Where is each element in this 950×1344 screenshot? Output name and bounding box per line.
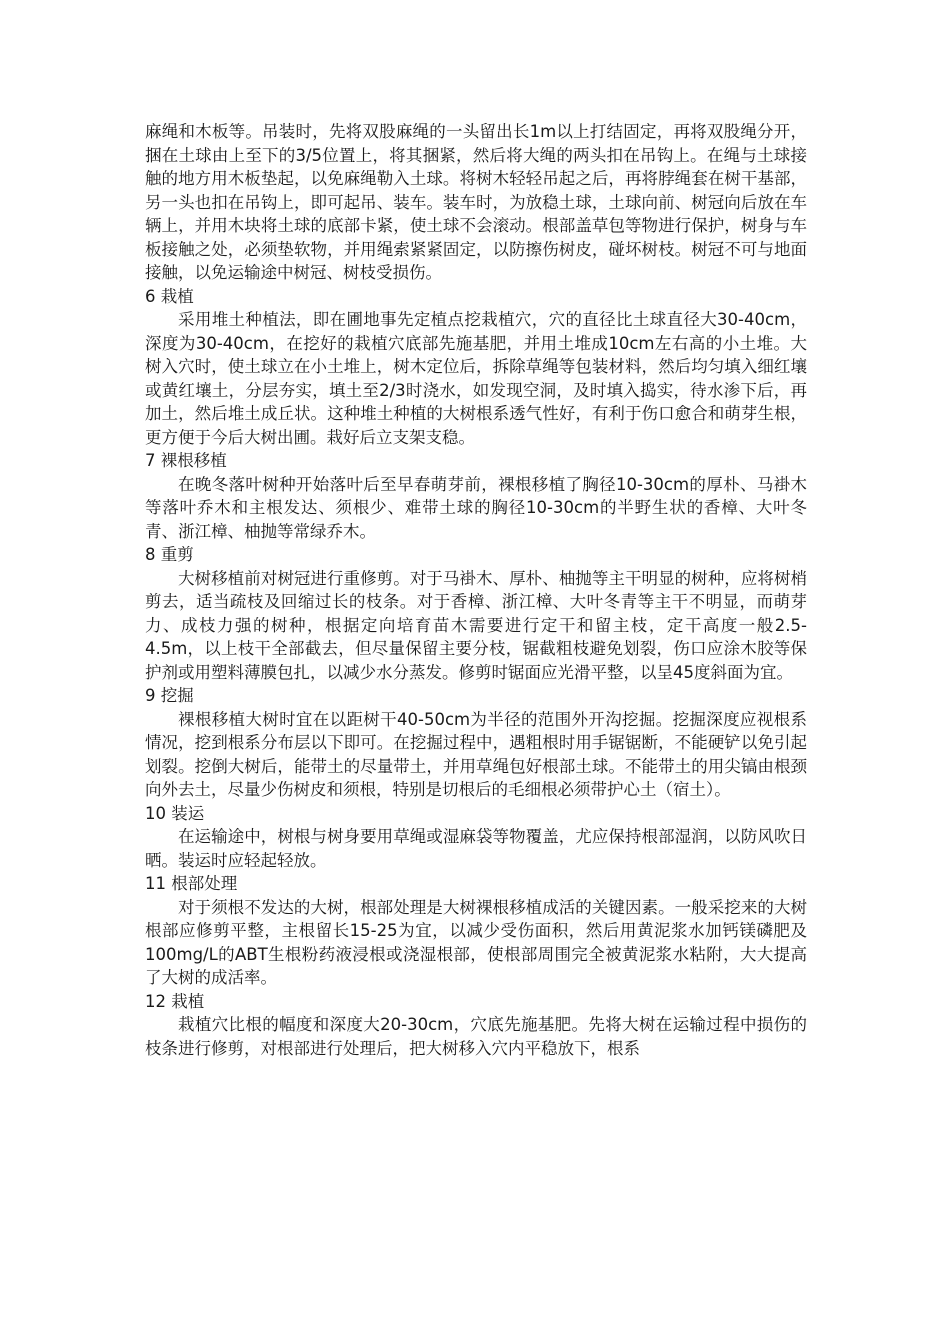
- section-body-8: 大树移植前对树冠进行重修剪。对于马褂木、厚朴、柚抛等主干明显的树种，应将树梢剪去，适当疏枝及回缩过长的枝条。对于香樟、浙江樟、大叶冬青等主干不明显，而萌芽力、成枝力强的树种，根据定向培育苗木需要进行定干和留主枝，定干高度一般2.5-4.5m，以上枝干全部截去，但尽量保留主要分枝，锯截粗枝避免划裂，伤口应涂木胶等保护剂或用塑料薄膜包扎，以减少水分蒸发。修剪时锯面应光滑平整，以呈45度斜面为宜。: [145, 568, 807, 682]
- section-heading-9: 9 挖掘: [145, 686, 194, 705]
- section-heading-12: 12 栽植: [145, 991, 205, 1011]
- section-body-11: 对于须根不发达的大树，根部处理是大树裸根移植成活的关键因素。一般采挖来的大树根部应修剪平整，主根留长15-25为宜，以减少受伤面积，然后用黄泥浆水加钙镁磷肥及100mg/L的ABT生根粉药液浸根或浇湿根部，使根部周围完全被黄泥浆水粘附，大大提高了大树的成活率。: [145, 897, 807, 987]
- intro-paragraph: 麻绳和木板等。吊装时，先将双股麻绳的一头留出长1m以上打结固定，再将双股绳分开，捆在土球由上至下的3/5位置上，将其捆紧，然后将大绳的两头扣在吊钩上。在绳与土球接触的地方用木板垫起，以免麻绳勒入土球。将树木轻轻吊起之后，再将脖绳套在树干基部，另一头也扣在吊钩上，即可起吊、装车。装车时，为放稳土球，土球向前、树冠向后放在车辆上，并用木块将土球的底部卡紧，使土球不会滚动。根部盖草包等物进行保护，树身与车板接触之处，必须垫软物，并用绳索紧紧固定，以防擦伤树皮，碰坏树枝。树冠不可与地面接触，以免运输途中树冠、树枝受损伤。: [145, 122, 807, 282]
- section-body-7: 在晚冬落叶树种开始落叶后至早春萌芽前，裸根移植了胸径10-30cm的厚朴、马褂木等落叶乔木和主根发达、须根少、难带土球的胸径10-30cm的半野生状的香樟、大叶冬青、浙江樟、柚抛等常绿乔木。: [145, 474, 807, 541]
- section-heading-6: 6 栽植: [145, 286, 194, 306]
- section-heading-8: 8 重剪: [145, 545, 194, 564]
- section-body-10: 在运输途中，树根与树身要用草绳或湿麻袋等物覆盖，尤应保持根部湿润，以防风吹日晒。装运时应轻起轻放。: [145, 827, 807, 870]
- section-heading-7: 7 裸根移植: [145, 451, 227, 470]
- document-body: [145, 120, 807, 1060]
- section-body-9: 裸根移植大树时宜在以距树干40-50cm为半径的范围外开沟挖掘。挖掘深度应视根系情况，挖到根系分布层以下即可。在挖掘过程中，遇粗根时用手锯锯断，不能硬铲以免引起划裂。挖倒大树后，能带土的尽量带土，并用草绳包好根部土球。不能带土的用尖镐由根颈向外去土，尽量少伤树皮和须根，特别是切根后的毛细根必须带护心土（宿土）。: [145, 709, 807, 799]
- section-body-6: 采用堆土种植法，即在圃地事先定植点挖栽植穴，穴的直径比土球直径大30-40cm，深度为30-40cm，在挖好的栽植穴底部先施基肥，并用土堆成10cm左右高的小土堆。大树入穴时，使土球立在小土堆上，树木定位后，拆除草绳等包装材料，然后均匀填入细红壤或黄红壤土，分层夯实，填土至2/3时浇水，如发现空洞，及时填入捣实，待水渗下后，再加土，然后堆土成丘状。这种堆土种植的大树根系透气性好，有利于伤口愈合和萌芽生根，更方便于今后大树出圃。栽好后立支架支稳。: [145, 310, 807, 447]
- section-heading-11: 11 根部处理: [145, 874, 238, 893]
- section-heading-10: 10 装运: [145, 803, 205, 823]
- section-body-12: 栽植穴比根的幅度和深度大20-30cm，穴底先施基肥。先将大树在运输过程中损伤的枝条进行修剪，对根部进行处理后，把大树移入穴内平稳放下，根系: [145, 1015, 807, 1058]
